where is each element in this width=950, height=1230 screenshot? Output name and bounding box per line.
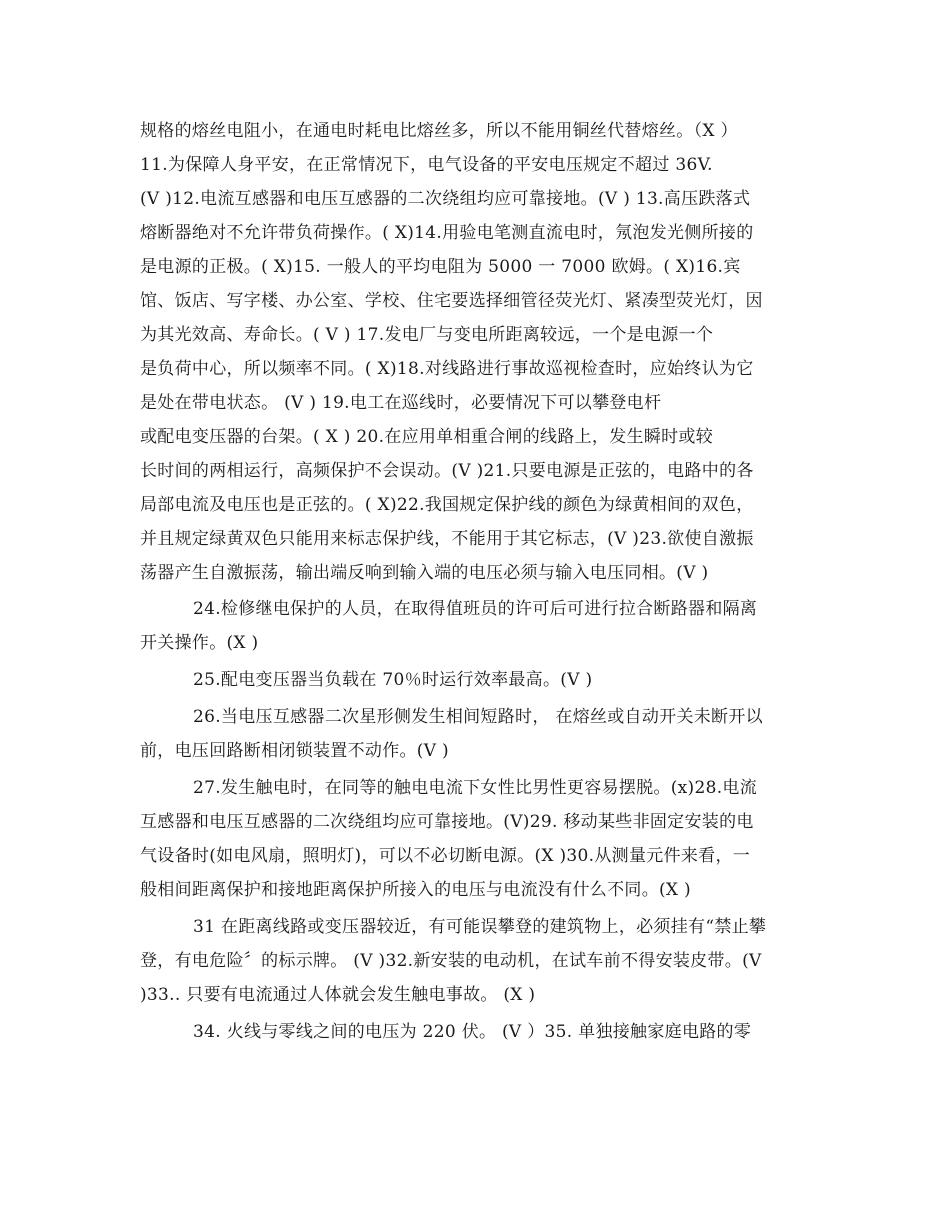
text-line-11: 长时间的两相运行，高频保护不会误动。(V )21.只要电源是正弦的，电路中的各	[140, 461, 754, 481]
text-line-25: 登，有电危险〞的标示牌。 (V )32.新安装的电动机，在试车前不得安装皮带。(V	[140, 951, 762, 971]
text-line-4: 熔断器绝对不允许带负荷操作。( X)14.用验电笔测直流电时，氖泡发光侧所接的	[140, 223, 754, 243]
text-line-16: 开关操作。(X )	[140, 633, 259, 653]
text-line-18: 26.当电压互感器二次星形侧发生相间短路时， 在熔丝或自动开关未断开以	[193, 707, 763, 727]
text-line-13: 并且规定绿黄双色只能用来标志保护线，不能用于其它标志，(V )23.欲使自激振	[140, 529, 754, 549]
text-line-1: 规格的熔丝电阻小，在通电时耗电比熔丝多，所以不能用铜丝代替熔丝。（X ）	[140, 121, 738, 141]
text-line-14: 荡器产生自激振荡，输出端反响到输入端的电压必须与输入电压同相。(V )	[140, 563, 709, 583]
text-line-3: (V )12.电流互感器和电压互感器的二次绕组均应可靠接地。(V ) 13.高压跌落式	[140, 189, 751, 209]
text-line-24: 31 在距离线路或变压器较近，有可能误攀登的建筑物上，必须挂有“禁止攀	[193, 917, 767, 937]
text-line-26: )33.. 只要有电流通过人体就会发生触电事故。 (X )	[140, 985, 536, 1005]
text-line-27: 34. 火线与零线之间的电压为 220 伏。 (V ）35. 单独接触家庭电路的零	[193, 1022, 752, 1042]
text-line-12: 局部电流及电压也是正弦的。( X)22.我国规定保护线的颜色为绿黄相间的双色，	[140, 495, 754, 515]
text-line-9: 是处在带电状态。 (V ) 19.电工在巡线时，必要情况下可以攀登电杆	[140, 393, 662, 413]
text-line-20: 27.发生触电时，在同等的触电电流下女性比男性更容易摆脱。(x)28.电流	[193, 778, 758, 798]
text-line-15: 24.检修继电保护的人员，在取得值班员的许可后可进行拉合断路器和隔离	[193, 599, 758, 619]
text-line-22: 气设备时(如电风扇，照明灯)，可以不必切断电源。(X )30.从测量元件来看，一	[140, 846, 751, 866]
text-line-17: 25.配电变压器当负载在 70％时运行效率最高。(V )	[193, 670, 593, 690]
text-line-2: 11.为保障人身平安，在正常情况下，电气设备的平安电压规定不超过 36V.	[140, 155, 713, 175]
text-line-5: 是电源的正极。( X)15. 一般人的平均电阻为 5000 一 7000 欧姆。( X)16.宾	[140, 257, 741, 277]
text-line-21: 互感器和电压互感器的二次绕组均应可靠接地。(V)29. 移动某些非固定安装的电	[140, 812, 754, 832]
text-line-7: 为其光效高、寿命长。( V ) 17.发电厂与变电所距离较远，一个是电源一个	[140, 325, 714, 345]
text-line-23: 般相间距离保护和接地距离保护所接入的电压与电流没有什么不同。(X )	[140, 880, 691, 900]
text-line-19: 前，电压回路断相闭锁装置不动作。(V )	[140, 741, 449, 761]
text-line-6: 馆、饭店、写字楼、办公室、学校、住宅要选择细管径荧光灯、紧凑型荧光灯，因	[140, 291, 763, 311]
text-line-10: 或配电变压器的台架。( X ) 20.在应用单相重合闸的线路上，发生瞬时或较	[140, 427, 714, 447]
text-line-8: 是负荷中心，所以频率不同。( X)18.对线路进行事故巡视检查时，应始终认为它	[140, 359, 754, 379]
